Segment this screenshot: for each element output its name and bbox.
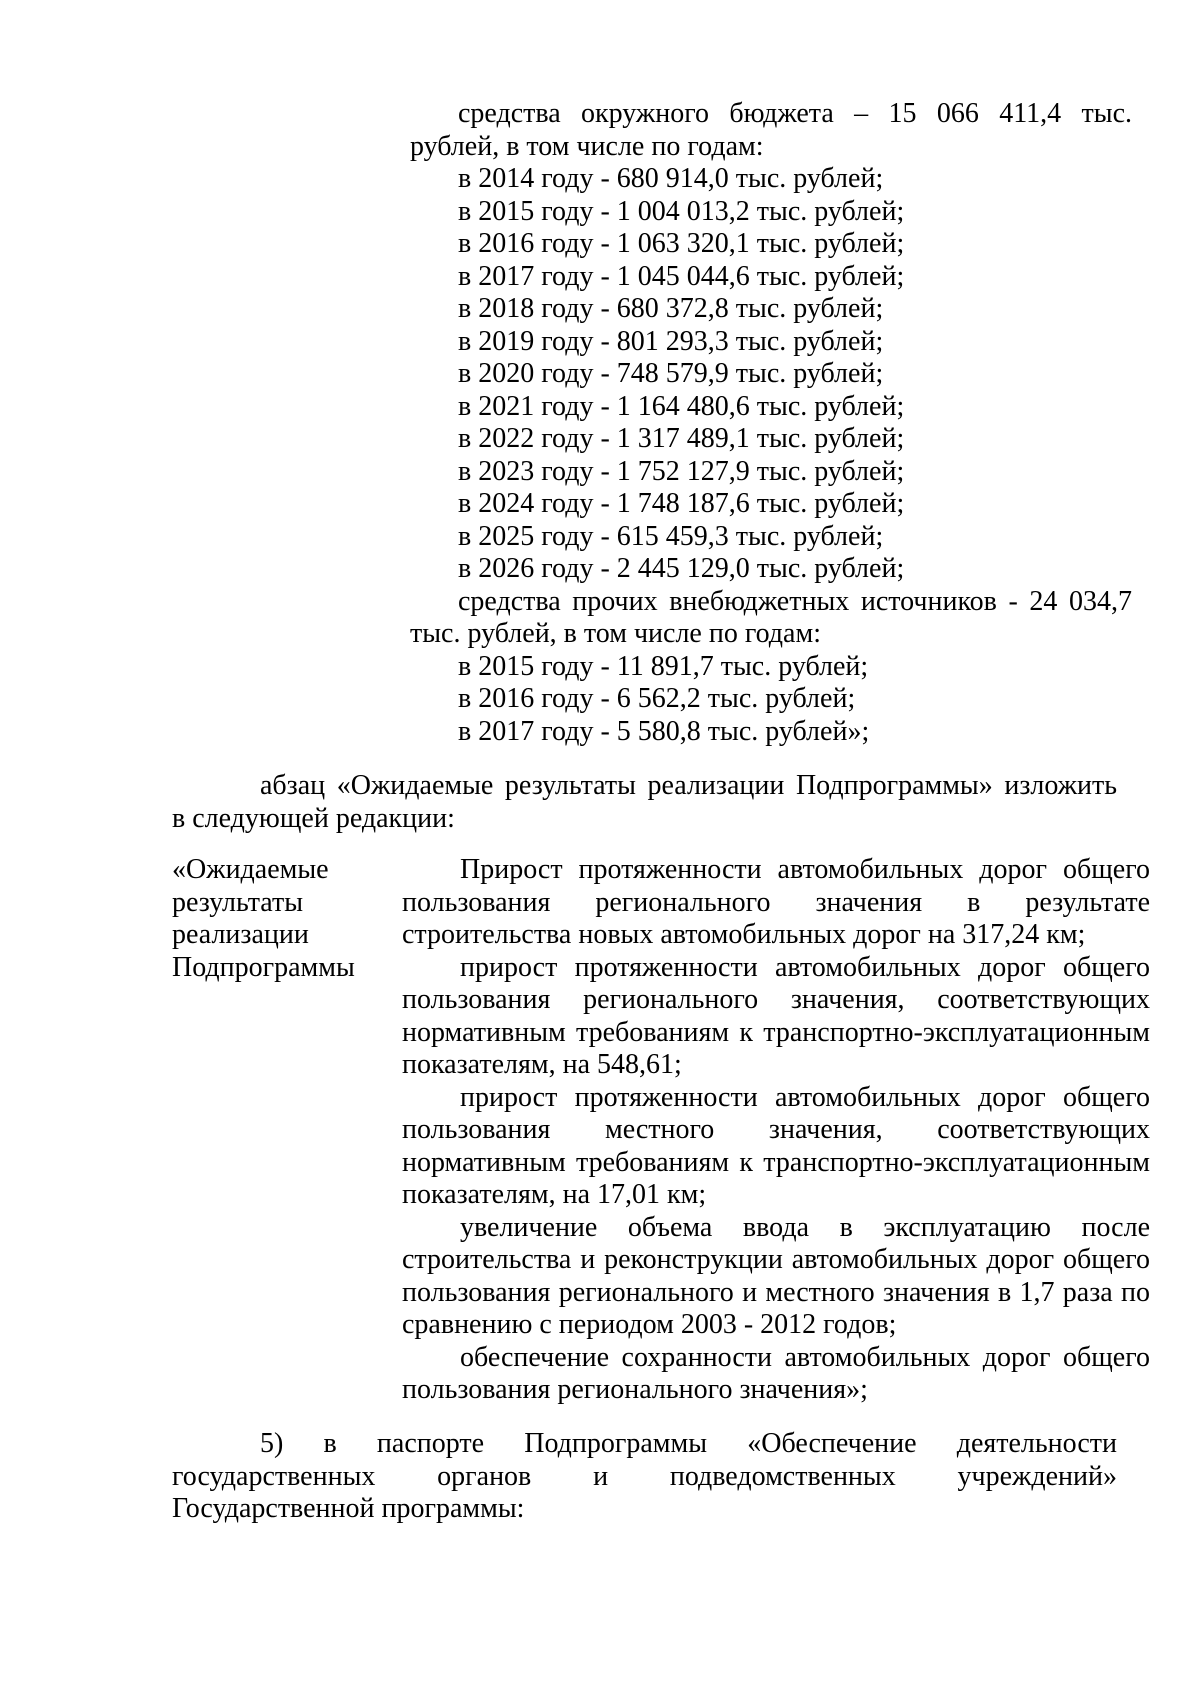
abzac-paragraph: [172, 770, 1117, 835]
year-line: в 2018 году - 680 372,8 тыс. рублей;: [458, 293, 884, 324]
other-sources-continuation: тыс. рублей, в том числе по годам:: [410, 618, 821, 649]
year-line: в 2020 году - 748 579,9 тыс. рублей;: [458, 358, 884, 389]
year-line: в 2022 году - 1 317 489,1 тыс. рублей;: [458, 423, 905, 454]
year-line: в 2017 году - 5 580,8 тыс. рублей»;: [458, 715, 870, 747]
item-5-line-3: Государственной программы:: [172, 1493, 525, 1524]
year-line: в 2016 году - 6 562,2 тыс. рублей;: [458, 683, 856, 714]
year-line: в 2026 году - 2 445 129,0 тыс. рублей;: [458, 553, 905, 584]
year-line: в 2023 году - 1 752 127,9 тыс. рублей;: [458, 455, 905, 487]
result-paragraph: обеспечение сохранности автомобильных дорог общего пользования регионального значения»;: [402, 1341, 1150, 1405]
label-line: реализации: [172, 919, 309, 950]
result-paragraph: прирост протяженности автомобильных дорог общего пользования местного значения, соответствующих нормативным требованиям к транспортно-эксплуатационным показателям, на 17,01 км;: [402, 1081, 1150, 1210]
item-5-line-1: 5) в паспорте Подпрограммы «Обеспечение деятельности: [260, 1428, 1117, 1459]
year-line: в 2017 году - 1 045 044,6 тыс. рублей;: [458, 260, 905, 292]
other-sources-total: средства прочих внебюджетных источников - 24 034,7: [458, 585, 1132, 617]
year-line: в 2021 году - 1 164 480,6 тыс. рублей;: [458, 390, 905, 422]
year-line: в 2015 году - 11 891,7 тыс. рублей;: [458, 650, 869, 682]
label-line: Подпрограммы: [172, 951, 355, 983]
result-paragraph: Прирост протяженности автомобильных дорог общего пользования регионального значения в результате строительства новых автомобильных дорог на 317,24 км;: [402, 854, 1150, 950]
okrug-budget-total: средства окружного бюджета – 15 066 411,4 тыс.: [458, 98, 1132, 129]
year-line: в 2015 году - 1 004 013,2 тыс. рублей;: [458, 195, 905, 227]
result-paragraph: прирост протяженности автомобильных дорог общего пользования регионального значения, соответствующих нормативным требованиям к транспортно-эксплуатационным показателям, на 548,61;: [402, 951, 1150, 1080]
year-line: в 2024 году - 1 748 187,6 тыс. рублей;: [458, 488, 905, 519]
year-line: в 2016 году - 1 063 320,1 тыс. рублей;: [458, 228, 905, 259]
label-line: «Ожидаемые: [172, 854, 329, 885]
results-text: [402, 854, 1150, 1407]
year-line: в 2019 году - 801 293,3 тыс. рублей;: [458, 325, 884, 357]
abzac-line-2: в следующей редакции:: [172, 802, 455, 834]
results-label: [172, 854, 392, 984]
item-5-line-2: государственных органов и подведомственных учреждений»: [172, 1460, 1117, 1492]
year-line: в 2014 году - 680 914,0 тыс. рублей;: [458, 163, 884, 194]
label-line: результаты: [172, 886, 304, 918]
result-paragraph: увеличение объема ввода в эксплуатацию после строительства и реконструкции автомобильных дорог общего пользования регионального и местного значения в 1,7 раза по сравнению с периодом 2003 - 2012 годов;: [402, 1211, 1150, 1340]
year-line: в 2025 году - 615 459,3 тыс. рублей;: [458, 520, 884, 552]
okrug-budget-continuation: рублей, в том числе по годам:: [410, 130, 764, 162]
budget-block: [410, 98, 1132, 748]
abzac-line-1: абзац «Ожидаемые результаты реализации Подпрограммы» изложить: [260, 770, 1117, 801]
item-5-paragraph: [172, 1428, 1117, 1526]
